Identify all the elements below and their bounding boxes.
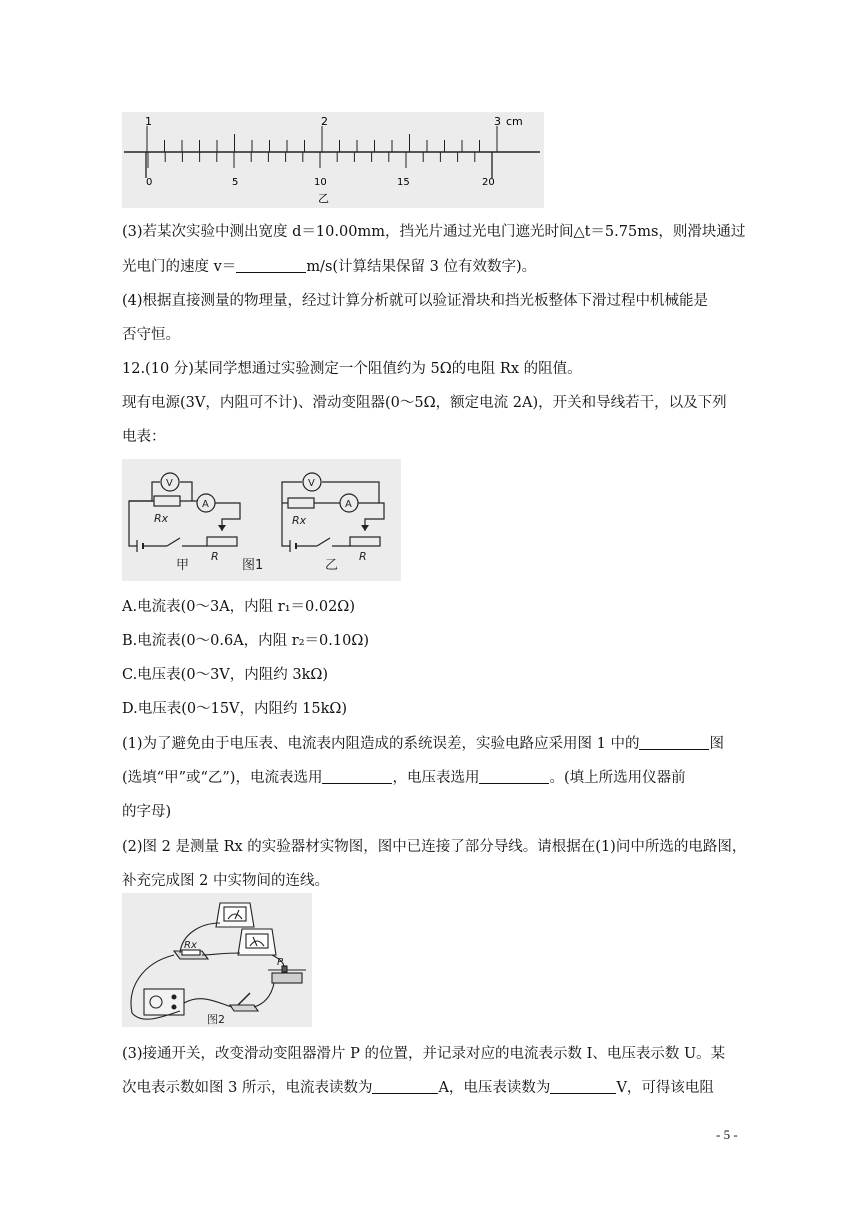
velocity-answer-blank[interactable] (236, 257, 306, 273)
rheostat-device (268, 966, 306, 983)
figure2-caption: 图2 (207, 1013, 225, 1026)
vernier-ruler-figure (122, 112, 544, 208)
main-label-3: 3 (494, 115, 501, 128)
sub1-line2-c: 。(填上所选用仪器前 (549, 770, 686, 786)
q3-line1: (3)若某次实验中测出宽度 d＝10.00mm，挡光片通过光电门遮光时间△t＝5.75ms，则滑块通过 (122, 224, 746, 240)
ammeter-reading-blank[interactable] (372, 1078, 438, 1094)
option-b: B.电流表(0～0.6A，内阻 r₂＝0.10Ω) (122, 633, 369, 649)
circuit-choice-blank[interactable] (639, 734, 709, 750)
voltmeter-reading-blank[interactable] (550, 1078, 616, 1094)
ruler-caption: 乙 (318, 192, 329, 205)
circuit-label-jia: 甲 (176, 558, 190, 573)
sub1-line1 (122, 734, 742, 754)
sub2-line2: 补充完成图 2 中实物间的连线。 (122, 873, 329, 889)
sub1-line1-a: (1)为了避免由于电压表、电流表内阻造成的系统误差，实验电路应采用图 1 中的 (122, 736, 640, 752)
q12-intro1: 现有电源(3V，内阻可不计)、滑动变阻器(0～5Ω，额定电流 2A)，开关和导线若干，以及下列 (122, 395, 727, 411)
sub1-line2 (122, 768, 742, 788)
circuit-label-yi: 乙 (325, 558, 339, 573)
rheostat-label-left: R (211, 550, 219, 563)
voltmeter-device (216, 903, 254, 927)
resistor-label-left: Rx (154, 512, 169, 525)
ammeter-label-right: A (345, 499, 352, 510)
switch-device (230, 993, 258, 1011)
q4-line2: 否守恒。 (122, 327, 180, 343)
circuit-jia (129, 473, 240, 552)
ammeter-device (238, 929, 276, 955)
page-number: - 5 - (716, 1127, 738, 1142)
voltmeter-label-right: V (308, 478, 315, 489)
vernier-label-5: 5 (232, 177, 239, 188)
circuit-figure-1 (122, 459, 401, 581)
sub1-line1-b: 图 (709, 736, 724, 752)
q12-intro2: 电表： (122, 429, 166, 445)
figure1-caption: 图1 (242, 558, 264, 573)
vernier-label-10: 10 (314, 177, 327, 188)
figure2-resistor-label: Rx (184, 940, 197, 951)
circuit-yi (282, 473, 384, 552)
vernier-label-15: 15 (397, 177, 410, 188)
q12-title: 12.(10 分)某同学想通过实验测定一个阻值约为 5Ω的电阻 Rx 的阻值。 (122, 361, 582, 377)
voltmeter-label-left: V (166, 478, 173, 489)
sub3-line2-b: A，电压表读数为 (438, 1080, 551, 1096)
sub3-line2-a: 次电表示数如图 3 所示，电流表读数为 (122, 1080, 373, 1096)
option-c: C.电压表(0～3V，内阻约 3kΩ) (122, 667, 329, 683)
sub1-line2-a: (选填“甲”或“乙”)，电流表选用 (122, 770, 323, 786)
q3-line2-a: 光电门的速度 v＝ (122, 259, 237, 275)
resistor-label-right: Rx (292, 514, 307, 527)
main-label-1: 1 (145, 115, 152, 128)
rheostat-label-right: R (359, 550, 367, 563)
sub3-line2 (122, 1078, 742, 1098)
q3-line2 (122, 257, 742, 277)
voltmeter-choice-blank[interactable] (479, 768, 549, 784)
ammeter-choice-blank[interactable] (322, 768, 392, 784)
option-d: D.电压表(0～15V，内阻约 15kΩ) (122, 701, 348, 717)
figure2-slider-label: P (277, 957, 284, 968)
ammeter-label-left: A (202, 499, 209, 510)
sub3-line1: (3)接通开关，改变滑动变阻器滑片 P 的位置，并记录对应的电流表示数 I、电压表示数 U。某 (122, 1046, 726, 1062)
vernier-label-0: 0 (146, 177, 153, 188)
vernier-label-20: 20 (482, 177, 495, 188)
sub2-line1: (2)图 2 是测量 Rx 的实验器材实物图，图中已连接了部分导线。请根据在(1)问中所选的电路图， (122, 839, 747, 855)
sub1-line3: 的字母) (122, 804, 172, 820)
q4-line1: (4)根据直接测量的物理量，经过计算分析就可以验证滑块和挡光板整体下滑过程中机械能是 (122, 293, 709, 309)
sub3-line2-c: V，可得该电阻 (616, 1080, 714, 1096)
apparatus-figure-2 (122, 893, 312, 1027)
main-label-2: 2 (321, 115, 328, 128)
sub1-line2-b: ，电压表选用 (392, 770, 480, 786)
ruler-unit: cm (506, 115, 523, 128)
q3-line2-b: m/s(计算结果保留 3 位有效数字)。 (306, 259, 537, 275)
option-a: A.电流表(0～3A，内阻 r₁＝0.02Ω) (122, 599, 355, 615)
